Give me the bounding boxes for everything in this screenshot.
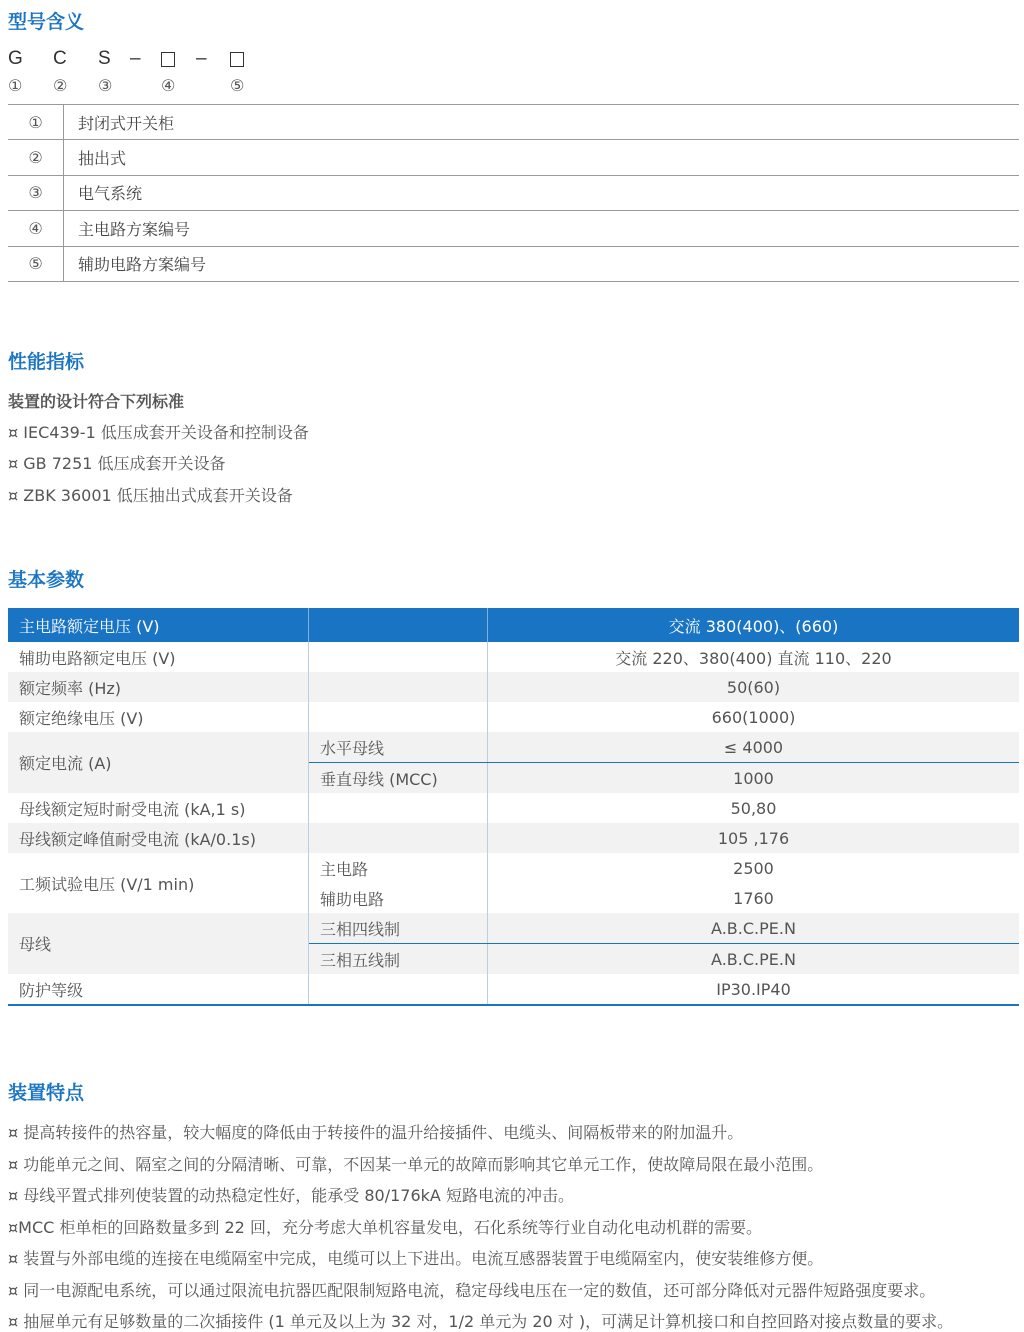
param-value: 交流 220、380(400) 直流 110、220 xyxy=(615,648,892,668)
param-sub: 辅助电路 xyxy=(309,883,488,913)
param-value: 660(1000) xyxy=(711,707,796,727)
param-value: 50(60) xyxy=(488,672,1020,702)
code-box-4 xyxy=(161,52,175,67)
circle-3: ③ xyxy=(98,76,113,95)
param-value: 交流 380(400)、(660) xyxy=(488,608,1020,642)
param-name: 额定频率 (Hz) xyxy=(8,672,309,702)
standard-item: ¤ ZBK 36001 低压抽出式成套开关设备 xyxy=(8,486,293,505)
meaning-text: 主电路方案编号 xyxy=(64,211,1020,246)
param-sub: 三相四线制 xyxy=(309,913,488,944)
param-name: 主电路额定电压 (V) xyxy=(8,608,309,642)
circle-4: ④ xyxy=(161,76,176,95)
param-sub xyxy=(309,974,488,1005)
param-sub xyxy=(309,823,488,853)
table-row xyxy=(8,672,1019,702)
feature-item: ¤ 提高转接件的热容量，较大幅度的降低由于转接件的温升给接插件、电缆头、间隔板带来的附加温升。 xyxy=(8,1123,744,1142)
param-value: IP30.IP40 xyxy=(488,974,1020,1005)
param-value: A.B.C.PE.N xyxy=(488,913,1020,944)
param-name: 额定电流 (A) xyxy=(8,732,309,793)
meaning-num: ① xyxy=(8,105,64,140)
meaning-text: 电气系统 xyxy=(64,175,1020,210)
code-dash-1: – xyxy=(130,48,141,69)
meaning-text: 抽出式 xyxy=(64,140,1020,175)
table-row xyxy=(8,974,1019,1005)
standard-item: ¤ IEC439-1 低压成套开关设备和控制设备 xyxy=(8,423,309,442)
section-title-model-meaning: 型号含义 xyxy=(8,11,85,33)
section-title-performance: 性能指标 xyxy=(8,351,85,373)
param-sub xyxy=(309,672,488,702)
circle-2: ② xyxy=(53,76,68,95)
code-box-5 xyxy=(230,52,244,67)
param-value: 2500 xyxy=(733,858,774,878)
meaning-text: 辅助电路方案编号 xyxy=(64,246,1020,281)
table-row xyxy=(8,823,1019,853)
feature-item: ¤ 抽屉单元有足够数量的二次插接件 (1 单元及以上为 32 对，1/2 单元为 20 对 )，可满足计算机接口和自控回路对接点数量的要求。 xyxy=(8,1312,954,1331)
table-row xyxy=(8,732,1019,763)
table-row xyxy=(8,105,1019,140)
standard-item: ¤ GB 7251 低压成套开关设备 xyxy=(8,454,226,473)
param-value: A.B.C.PE.N xyxy=(488,944,1020,975)
code-letter-g: G xyxy=(8,48,23,69)
param-name: 防护等级 xyxy=(8,974,309,1005)
table-row xyxy=(8,246,1019,281)
section-title-features: 装置特点 xyxy=(8,1082,85,1104)
code-letter-c: C xyxy=(53,48,67,69)
table-row xyxy=(8,211,1019,246)
feature-item: ¤ 同一电源配电系统，可以通过限流电抗器匹配限制短路电流，稳定母线电压在一定的数值，还可部分降低对元器件短路强度要求。 xyxy=(8,1281,936,1300)
table-header-row xyxy=(8,608,1019,642)
param-name: 辅助电路额定电压 (V) xyxy=(8,642,309,672)
standards-subtitle: 装置的设计符合下列标准 xyxy=(8,392,185,411)
param-sub xyxy=(309,608,488,642)
param-value: 1760 xyxy=(733,888,774,908)
model-meaning-table xyxy=(8,104,1019,282)
meaning-num: ② xyxy=(8,140,64,175)
table-row xyxy=(8,793,1019,823)
table-row xyxy=(8,140,1019,175)
param-value: ≤ 4000 xyxy=(488,732,1020,763)
param-value: 50,80 xyxy=(730,798,777,818)
feature-item: ¤ 母线平置式排列使装置的动热稳定性好，能承受 80/176kA 短路电流的冲击。 xyxy=(8,1186,574,1205)
table-row xyxy=(8,175,1019,210)
param-sub: 垂直母线 (MCC) xyxy=(309,763,488,794)
meaning-num: ③ xyxy=(8,175,64,210)
code-dash-2: – xyxy=(196,48,207,69)
params-table xyxy=(8,608,1019,1006)
table-row xyxy=(8,913,1019,944)
param-name: 工频试验电压 (V/1 min) xyxy=(8,853,309,913)
model-code-numbers xyxy=(8,76,308,96)
param-sub xyxy=(309,793,488,823)
section-title-basic-params: 基本参数 xyxy=(8,569,85,591)
table-row xyxy=(8,642,1019,672)
table-row xyxy=(8,702,1019,732)
meaning-num: ⑤ xyxy=(8,246,64,281)
model-code xyxy=(8,48,308,72)
param-value: 105 ,176 xyxy=(488,823,1020,853)
meaning-text: 封闭式开关柜 xyxy=(64,105,1020,140)
param-sub: 水平母线 xyxy=(309,732,488,763)
param-sub xyxy=(309,642,488,672)
param-sub xyxy=(309,702,488,732)
param-name: 母线额定峰值耐受电流 (kA/0.1s) xyxy=(8,823,309,853)
circle-1: ① xyxy=(8,76,23,95)
param-sub: 三相五线制 xyxy=(309,944,488,975)
feature-item: ¤ 装置与外部电缆的连接在电缆隔室中完成，电缆可以上下进出。电流互感器装置于电缆隔室内，使安装维修方便。 xyxy=(8,1249,824,1268)
circle-5: ⑤ xyxy=(230,76,245,95)
param-sub: 主电路 xyxy=(309,853,488,883)
param-name: 额定绝缘电压 (V) xyxy=(8,702,309,732)
feature-item: ¤ 功能单元之间、隔室之间的分隔清晰、可靠，不因某一单元的故障而影响其它单元工作，使故障局限在最小范围。 xyxy=(8,1155,824,1174)
feature-item: ¤MCC 柜单柜的回路数量多到 22 回，充分考虑大单机容量发电，石化系统等行业自动化电动机群的需要。 xyxy=(8,1218,762,1237)
meaning-num: ④ xyxy=(8,211,64,246)
param-name: 母线 xyxy=(8,913,309,974)
code-letter-s: S xyxy=(98,48,111,69)
param-name: 母线额定短时耐受电流 (kA,1 s) xyxy=(8,793,309,823)
param-value: 1000 xyxy=(488,763,1020,794)
table-row xyxy=(8,853,1019,883)
